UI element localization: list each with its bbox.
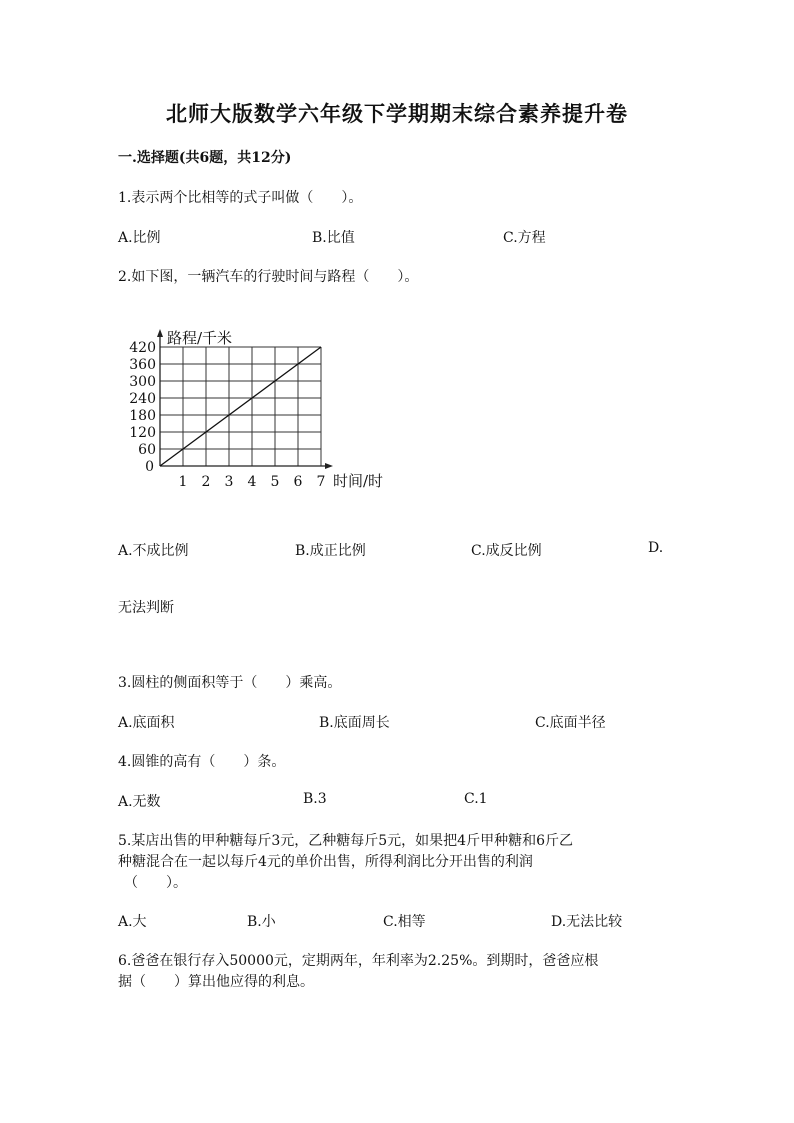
q4-option-a[interactable]: A.无数 [118,794,161,810]
q1-option-b[interactable]: B.比值 [312,230,355,246]
question-2-stem: 2.如下图，一辆汽车的行驶时间与路程（ ）。 [118,269,419,285]
q1-option-c[interactable]: C.方程 [503,230,546,246]
x-tick-label: 2 [201,474,211,490]
origin-label: 0 [145,459,154,475]
q5-option-b[interactable]: B.小 [247,914,276,930]
q5-option-a[interactable]: A.大 [118,914,147,930]
q3-option-b[interactable]: B.底面周长 [319,715,390,731]
q5-option-c[interactable]: C.相等 [383,914,426,930]
x-tick-label: 4 [247,474,257,490]
y-tick-label: 120 [129,425,156,441]
page-title: 北师大版数学六年级下学期期末综合素养提升卷 [166,101,628,126]
q2-option-a[interactable]: A.不成比例 [118,543,189,559]
x-axis-title: 时间/时 [333,472,384,490]
y-tick-label: 420 [129,340,156,356]
q2-option-d[interactable]: D. [648,540,664,556]
y-tick-label: 240 [129,391,156,407]
q1-option-a[interactable]: A.比例 [118,230,161,246]
question-1-stem: 1.表示两个比相等的式子叫做（ ）。 [118,190,363,206]
question-6-stem-line-1: 6.爸爸在银行存入50000元，定期两年，年利率为2.25%。到期时，爸爸应根 [118,953,599,969]
x-tick-label: 7 [316,474,326,490]
series-line [160,347,321,466]
q3-option-a[interactable]: A.底面积 [118,715,175,731]
question-6-stem-line-2: 据（ ）算出他应得的利息。 [118,974,314,990]
question-3-stem: 3.圆柱的侧面积等于（ ）乘高。 [118,675,342,691]
y-axis-title: 路程/千米 [167,329,233,347]
q2-option-c[interactable]: C.成反比例 [471,543,542,559]
q4-option-b[interactable]: B.3 [303,791,327,807]
x-axis-arrow [325,463,333,469]
q4-option-c[interactable]: C.1 [464,791,488,807]
y-axis-arrow [157,329,163,337]
x-tick-label: 1 [178,474,188,490]
q5-option-d[interactable]: D.无法比较 [551,914,623,930]
section-heading: 一.选择题(共6题，共12分) [118,150,292,166]
q2-option-b[interactable]: B.成正比例 [295,543,366,559]
question-5-stem-line-3: （ ）。 [124,875,187,891]
question-5-stem-line-1: 5.某店出售的甲种糖每斤3元，乙种糖每斤5元，如果把4斤甲种糖和6斤乙 [118,833,573,849]
q3-option-c[interactable]: C.底面半径 [535,715,606,731]
y-tick-label: 60 [138,442,156,458]
y-tick-label: 360 [129,357,156,373]
x-tick-label: 5 [270,474,280,490]
y-tick-label: 180 [129,408,156,424]
q2-option-d-text[interactable]: 无法判断 [118,600,174,616]
x-tick-label: 3 [224,474,234,490]
question-5-stem-line-2: 种糖混合在一起以每斤4元的单价出售，所得利润比分开出售的利润 [118,854,533,870]
distance-time-chart [128,318,398,493]
x-tick-label: 6 [293,474,303,490]
y-tick-label: 300 [129,374,156,390]
question-4-stem: 4.圆锥的高有（ ）条。 [118,754,286,770]
